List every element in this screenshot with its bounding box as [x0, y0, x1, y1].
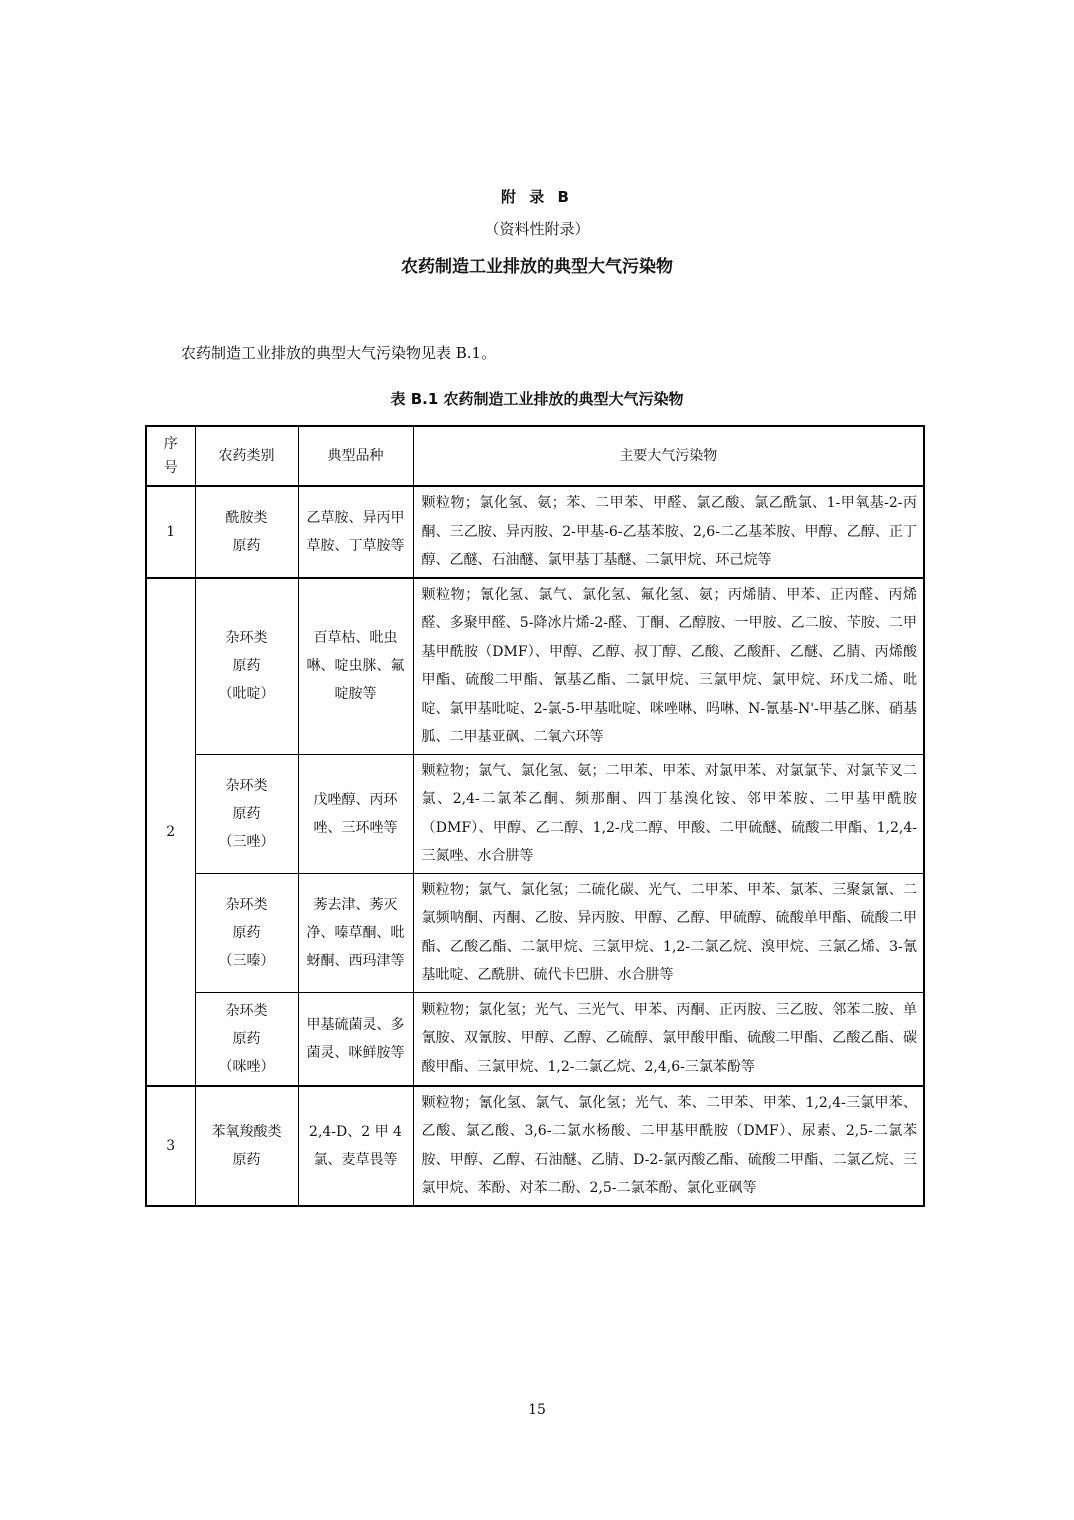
pollutant-table	[145, 425, 925, 1207]
row-number: 3	[146, 1086, 195, 1206]
category-cell: 杂环类 原药 （三唑）	[195, 754, 298, 873]
appendix-title: 附 录 B	[501, 188, 573, 206]
table-row	[146, 578, 924, 755]
category-cell: 杂环类 原药 （吡啶）	[195, 578, 298, 755]
variety-cell: 百草枯、吡虫啉、啶虫脒、氟啶胺等	[298, 578, 413, 755]
table-row	[146, 873, 924, 992]
row-number: 1	[146, 486, 195, 578]
variety-cell: 甲基硫菌灵、多菌灵、咪鲜胺等	[298, 992, 413, 1086]
header-pollutants: 主要大气污染物	[413, 426, 924, 486]
intro-paragraph: 农药制造工业排放的典型大气污染物见表 B.1。	[181, 344, 497, 362]
category-cell: 酰胺类 原药	[195, 486, 298, 578]
table-row	[146, 486, 924, 578]
variety-cell: 乙草胺、异丙甲草胺、丁草胺等	[298, 486, 413, 578]
pollutants-cell: 颗粒物；氯气、氯化氢；二硫化碳、光气、二甲苯、甲苯、氯苯、三聚氯氰、二氯频呐酮、丙酮、乙胺、异丙胺、甲醇、乙醇、甲硫醇、硫酸单甲酯、硫酸二甲酯、乙酸乙酯、二氯甲烷、三氯甲烷、1,2-二氯乙烷、溴甲烷、三氯乙烯、3-氰基吡啶、乙酰肼、硫代卡巴肼、水合肼等	[413, 873, 924, 992]
pollutants-cell: 颗粒物；氯气、氯化氢、氨；二甲苯、甲苯、对氯甲苯、对氯氯苄、对氯苄叉二氯、2,4-二氯苯乙酮、频那酮、四丁基溴化铵、邻甲苯胺、二甲基甲酰胺（DMF）、甲醇、乙二醇、1,2-戊二醇、甲酸、二甲硫醚、硫酸二甲酯、1,2,4-三氮唑、水合肼等	[413, 754, 924, 873]
category-cell: 杂环类 原药 （三嗪）	[195, 873, 298, 992]
appendix-subtitle: （资料性附录）	[484, 220, 590, 238]
category-cell: 苯氧羧酸类 原药	[195, 1086, 298, 1206]
table-header-row	[146, 426, 924, 486]
table-row	[146, 992, 924, 1086]
pollutants-cell: 颗粒物；氯化氢；光气、三光气、甲苯、丙酮、正丙胺、三乙胺、邻苯二胺、单氰胺、双氰胺、甲醇、乙醇、乙硫醇、氯甲酸甲酯、硫酸二甲酯、乙酸乙酯、碳酸甲酯、三氯甲烷、1,2-二氯乙烷、2,4,6-三氯苯酚等	[413, 992, 924, 1086]
page-number: 15	[528, 1402, 546, 1418]
header-no: 序号	[146, 426, 195, 486]
header-category: 农药类别	[195, 426, 298, 486]
table-row	[146, 1086, 924, 1206]
variety-cell: 莠去津、莠灭净、嗪草酮、吡蚜酮、西玛津等	[298, 873, 413, 992]
pollutants-cell: 颗粒物；氯化氢、氨；苯、二甲苯、甲醛、氯乙酸、氯乙酰氯、1-甲氧基-2-丙酮、三乙胺、异丙胺、2-甲基-6-乙基苯胺、2,6-二乙基苯胺、甲醇、乙醇、正丁醇、乙醚、石油醚、氯甲基丁基醚、二氯甲烷、环己烷等	[413, 486, 924, 578]
table-caption: 表 B.1 农药制造工业排放的典型大气污染物	[390, 390, 684, 408]
variety-cell: 2,4-D、2 甲 4 氯、麦草畏等	[298, 1086, 413, 1206]
header-variety: 典型品种	[298, 426, 413, 486]
variety-cell: 戊唑醇、丙环唑、三环唑等	[298, 754, 413, 873]
appendix-heading: 农药制造工业排放的典型大气污染物	[401, 257, 673, 277]
pollutants-cell: 颗粒物；氰化氢、氯气、氯化氢、氟化氢、氨；丙烯腈、甲苯、正丙醛、丙烯醛、多聚甲醛、5-降冰片烯-2-醛、丁酮、乙醇胺、一甲胺、乙二胺、苄胺、二甲基甲酰胺（DMF）、甲醇、乙醇、叔丁醇、乙酸、乙酸酐、乙醚、乙腈、丙烯酸甲酯、硫酸二甲酯、氰基乙酯、二氯甲烷、三氯甲烷、氯甲烷、环戊二烯、吡啶、氯甲基吡啶、2-氯-5-甲基吡啶、咪唑啉、吗啉、N-氰基-N'-甲基乙脒、硝基胍、二甲基亚砜、二氧六环等	[413, 578, 924, 755]
pollutants-cell: 颗粒物；氰化氢、氯气、氯化氢；光气、苯、二甲苯、甲苯、1,2,4-三氯甲苯、乙酸、氯乙酸、3,6-二氯水杨酸、二甲基甲酰胺（DMF）、尿素、2,5-二氯苯胺、甲醇、乙醇、石油醚、乙腈、D-2-氯丙酸乙酯、硫酸二甲酯、二氯乙烷、三氯甲烷、苯酚、对苯二酚、2,5-二氯苯酚、氯化亚砜等	[413, 1086, 924, 1206]
table-row	[146, 754, 924, 873]
row-number: 2	[146, 578, 195, 1086]
category-cell: 杂环类 原药 （咪唑）	[195, 992, 298, 1086]
